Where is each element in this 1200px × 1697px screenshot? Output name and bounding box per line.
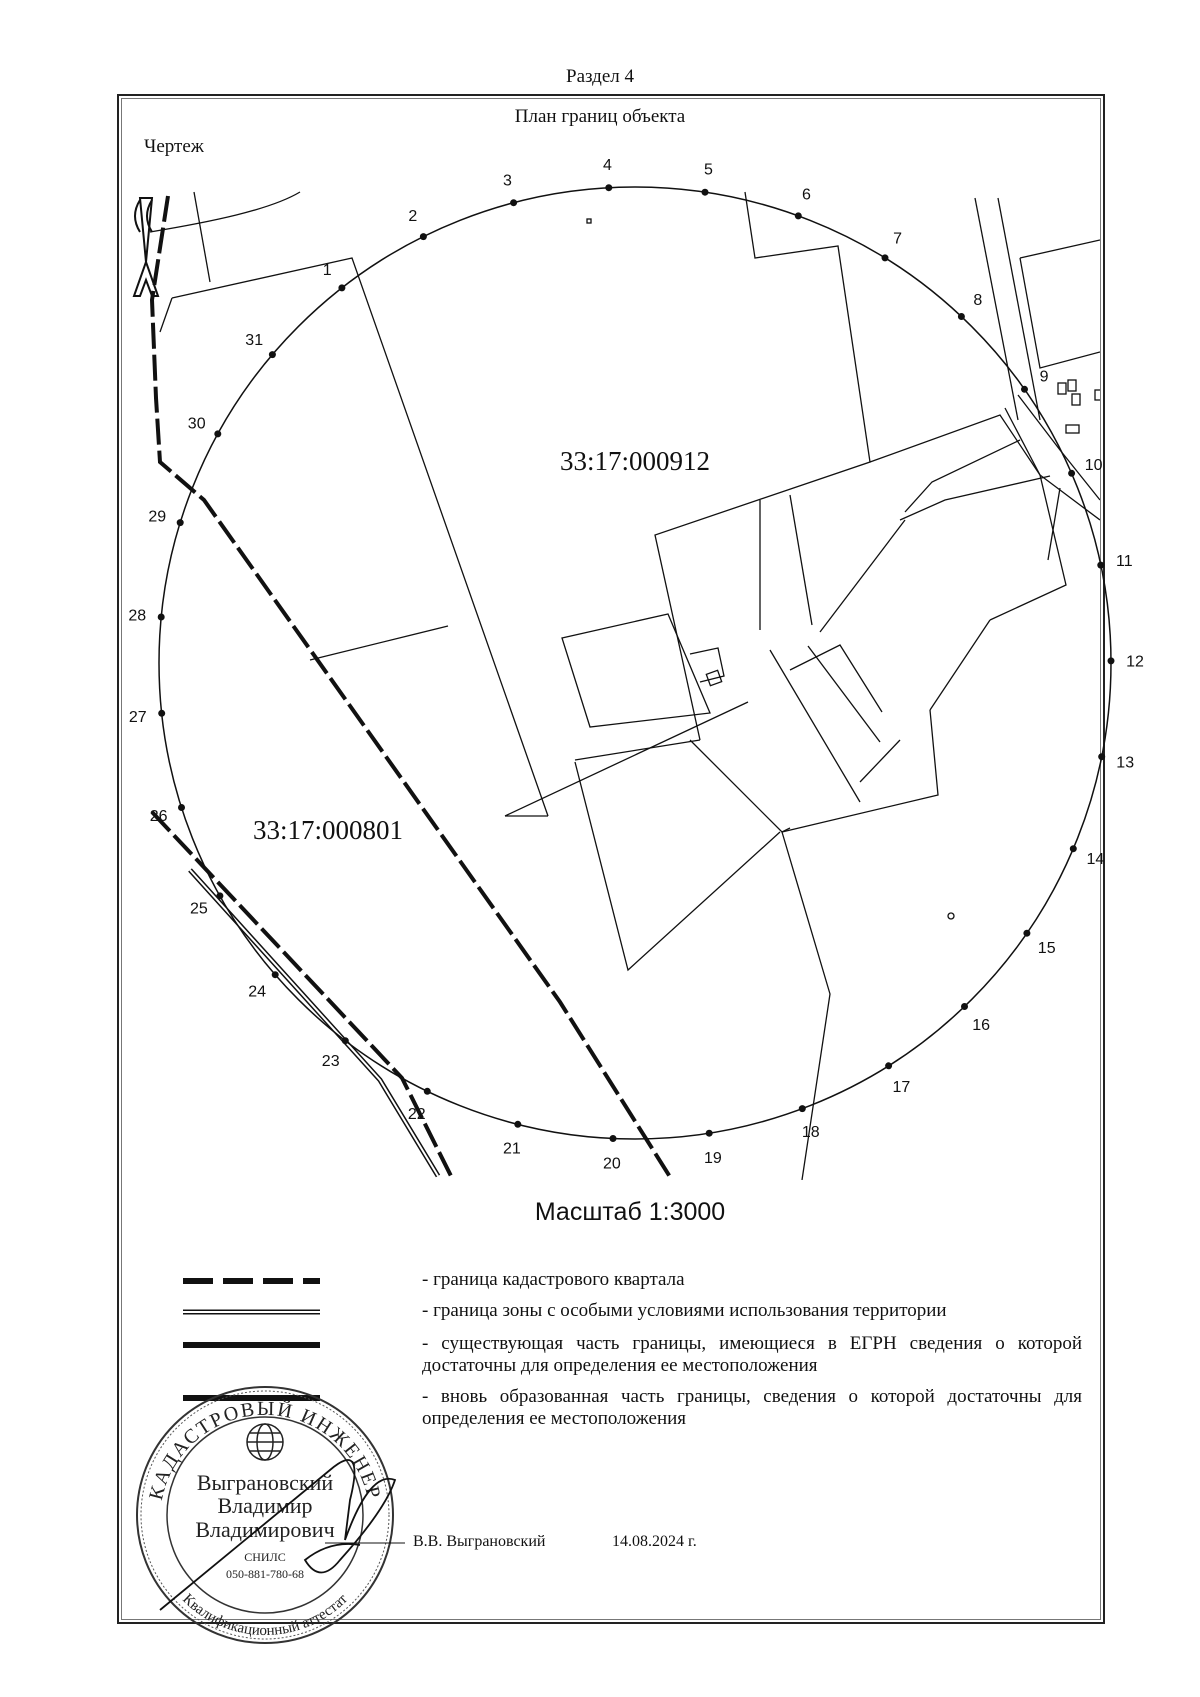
boundary-point-label: 7 xyxy=(893,230,903,248)
boundary-point-label: 1 xyxy=(322,262,332,279)
boundary-point-label: 15 xyxy=(1037,939,1056,957)
stamp-bottom-arc: Квалификационный аттестат xyxy=(179,1591,351,1640)
boundary-point-label: 28 xyxy=(128,607,147,625)
signature-date: 14.08.2024 г. xyxy=(612,1533,697,1550)
boundary-point-label: 3 xyxy=(503,172,512,190)
boundary-point-label: 12 xyxy=(1126,653,1144,671)
boundary-point-label: 10 xyxy=(1084,456,1103,474)
boundary-point-label: 19 xyxy=(704,1149,722,1167)
boundary-point-label: 9 xyxy=(1039,368,1049,386)
globe-icon xyxy=(247,1424,283,1460)
legend-new-text: - вновь образованная часть границы, сведения о которой достаточны для определения ее местоположения xyxy=(422,1386,1082,1429)
stamp-snils-label: СНИЛС xyxy=(244,1550,286,1564)
legend-zone-text: - граница зоны с особыми условиями использования территории xyxy=(422,1300,947,1321)
boundary-point-label: 22 xyxy=(407,1105,426,1123)
boundary-point-label: 13 xyxy=(1116,754,1135,772)
scale-label: Масштаб 1:3000 xyxy=(534,1198,726,1226)
boundary-point-label: 4 xyxy=(602,156,612,174)
boundary-point-label: 6 xyxy=(802,186,811,204)
boundary-point-label: 21 xyxy=(503,1140,521,1158)
stamp-surname: Выграновский xyxy=(196,1470,334,1495)
boundary-point-label: 24 xyxy=(248,983,266,1001)
plan-title: План границ объекта xyxy=(514,106,686,127)
legend-quarter-text: - граница кадастрового квартала xyxy=(422,1269,685,1290)
boundary-point-label: 16 xyxy=(972,1016,990,1034)
boundary-point-label: 11 xyxy=(1115,553,1133,571)
boundary-point-label: 14 xyxy=(1086,851,1105,869)
stamp-snils: 050-881-780-68 xyxy=(226,1567,304,1581)
quarter-label-912: 33:17:000912 xyxy=(560,446,711,476)
section-title: Раздел 4 xyxy=(566,66,634,87)
boundary-point-label: 23 xyxy=(321,1052,340,1070)
boundary-point-label: 31 xyxy=(245,332,264,349)
boundary-point-label: 18 xyxy=(801,1124,820,1142)
svg-text:Квалификационный аттестат xyxy=(179,1591,351,1639)
boundary-point-label: 20 xyxy=(603,1155,621,1173)
boundary-point-label: 17 xyxy=(892,1079,911,1097)
stamp-first-name: Владимир xyxy=(217,1493,313,1518)
quarter-label-801: 33:17:000801 xyxy=(253,815,404,845)
boundary-point-label: 29 xyxy=(148,508,167,526)
stamp-top-arc: КАДАСТРОВЫЙ ИНЖЕНЕР xyxy=(145,1397,385,1503)
boundary-point-label: 26 xyxy=(149,807,168,825)
boundary-point-label: 5 xyxy=(704,161,713,179)
boundary-point-label: 30 xyxy=(187,415,206,433)
signature-name: В.В. Выграновский xyxy=(413,1533,546,1550)
boundary-point-label: 25 xyxy=(190,900,208,918)
stamp-patronymic: Владимирович xyxy=(195,1517,335,1542)
drawing-label: Чертеж xyxy=(144,136,204,157)
boundary-point-label: 27 xyxy=(128,708,147,726)
legend-existing-text: - существующая часть границы, имеющиеся в ЕГРН сведения о которой достаточны для определения ее местоположения xyxy=(422,1333,1082,1376)
boundary-point-label: 2 xyxy=(408,208,418,226)
boundary-point-label: 8 xyxy=(973,292,983,310)
